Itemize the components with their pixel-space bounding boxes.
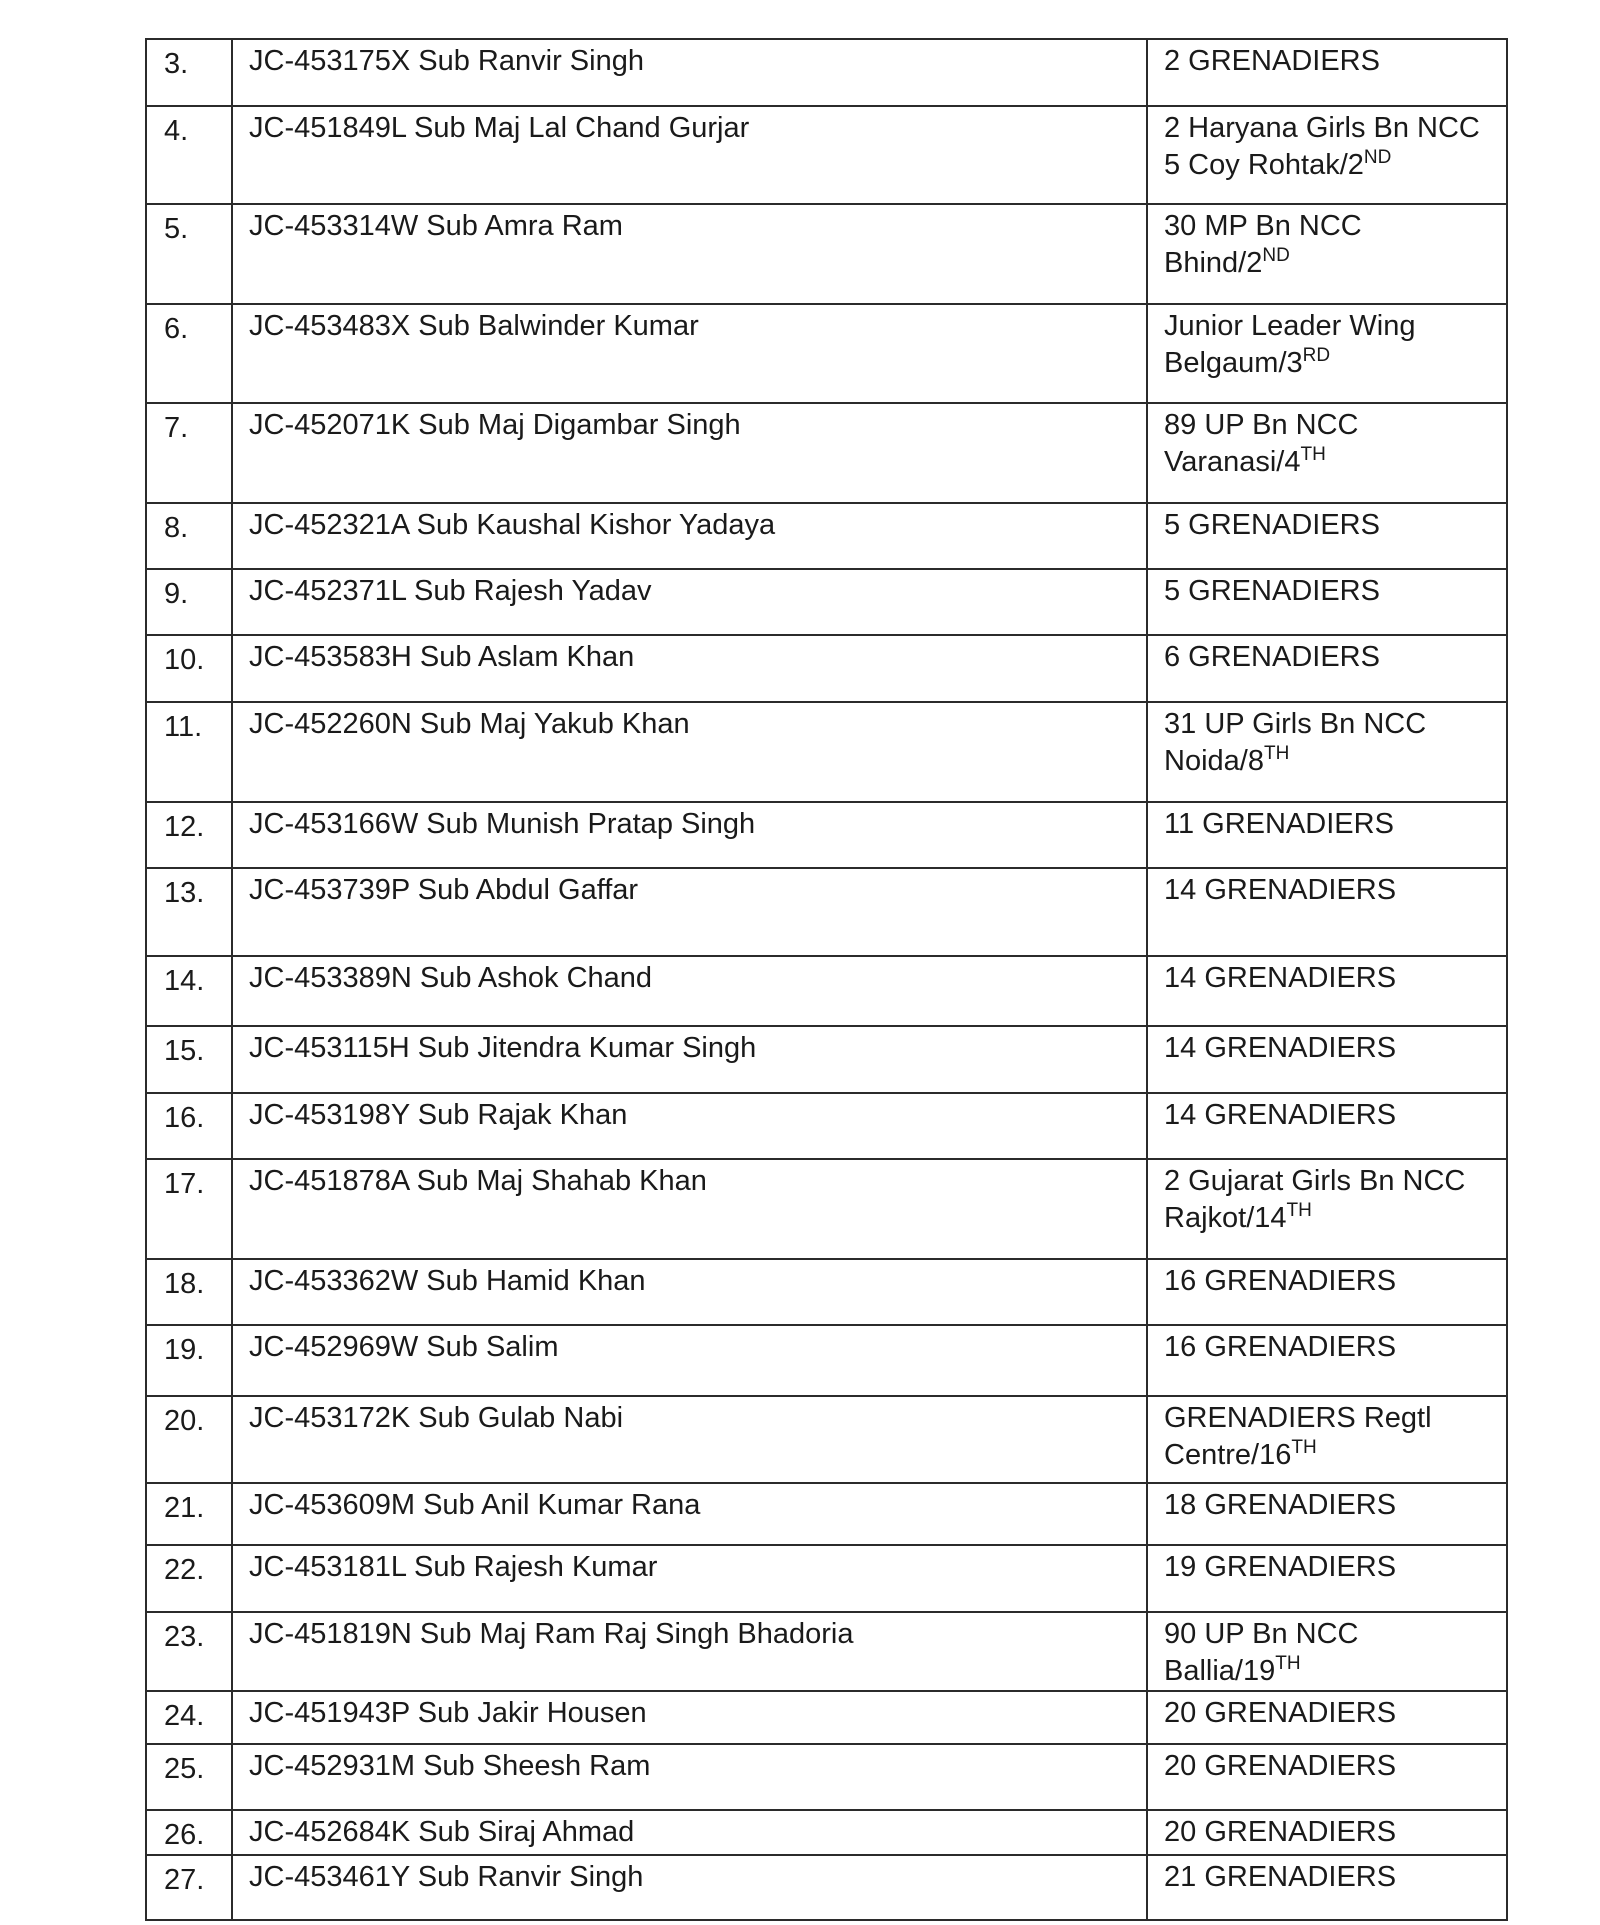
serial-number-cell: 27. bbox=[146, 1855, 232, 1920]
table-row bbox=[146, 702, 1507, 802]
unit-cell bbox=[1147, 1744, 1507, 1810]
unit-location bbox=[1164, 743, 1502, 780]
unit-cell bbox=[1147, 503, 1507, 569]
unit-cell bbox=[1147, 802, 1507, 868]
unit-location-text: Varanasi/4 bbox=[1164, 446, 1301, 478]
table-row bbox=[146, 204, 1507, 304]
table-row bbox=[146, 503, 1507, 569]
personnel-name-cell: JC-453483X Sub Balwinder Kumar bbox=[232, 304, 1147, 403]
unit-name: 14 GRENADIERS bbox=[1164, 1099, 1397, 1131]
table-row bbox=[146, 1325, 1507, 1396]
unit-name: 89 UP Bn NCC bbox=[1164, 409, 1359, 441]
unit-name: GRENADIERS Regtl bbox=[1164, 1402, 1432, 1434]
unit-location bbox=[1164, 1200, 1502, 1237]
serial-number-cell: 9. bbox=[146, 569, 232, 635]
unit-name: 2 Haryana Girls Bn NCC bbox=[1164, 112, 1480, 144]
serial-number-cell: 3. bbox=[146, 39, 232, 106]
personnel-name-cell: JC-453609M Sub Anil Kumar Rana bbox=[232, 1483, 1147, 1545]
personnel-name-cell: JC-451878A Sub Maj Shahab Khan bbox=[232, 1159, 1147, 1259]
unit-name: 5 GRENADIERS bbox=[1164, 509, 1380, 541]
personnel-name-cell: JC-451819N Sub Maj Ram Raj Singh Bhadoria bbox=[232, 1612, 1147, 1691]
unit-location-text: Rajkot/14 bbox=[1164, 1202, 1287, 1234]
table-row bbox=[146, 39, 1507, 106]
personnel-name-cell: JC-452071K Sub Maj Digambar Singh bbox=[232, 403, 1147, 503]
table-row bbox=[146, 956, 1507, 1026]
unit-location-text: Ballia/19 bbox=[1164, 1655, 1276, 1687]
serial-number-cell: 17. bbox=[146, 1159, 232, 1259]
unit-name: 14 GRENADIERS bbox=[1164, 962, 1397, 994]
table-row bbox=[146, 1855, 1507, 1920]
unit-location-text: Noida/8 bbox=[1164, 745, 1264, 777]
unit-name: 90 UP Bn NCC bbox=[1164, 1618, 1359, 1650]
unit-cell bbox=[1147, 868, 1507, 956]
unit-cell bbox=[1147, 39, 1507, 106]
unit-name: 2 GRENADIERS bbox=[1164, 45, 1380, 77]
serial-number-cell: 10. bbox=[146, 635, 232, 702]
table-row bbox=[146, 635, 1507, 702]
personnel-name-cell: JC-453362W Sub Hamid Khan bbox=[232, 1259, 1147, 1325]
serial-number-cell: 11. bbox=[146, 702, 232, 802]
unit-cell bbox=[1147, 1026, 1507, 1093]
ordinal-suffix: TH bbox=[1291, 1437, 1317, 1458]
unit-location bbox=[1164, 245, 1502, 282]
ordinal-suffix: ND bbox=[1262, 245, 1290, 266]
ordinal-suffix: TH bbox=[1286, 1200, 1312, 1221]
ordinal-suffix: TH bbox=[1300, 444, 1326, 465]
unit-location-text: 5 Coy Rohtak/2 bbox=[1164, 149, 1364, 181]
table-body bbox=[146, 39, 1507, 1920]
table-row bbox=[146, 1612, 1507, 1691]
serial-number-cell: 24. bbox=[146, 1691, 232, 1744]
serial-number-cell: 21. bbox=[146, 1483, 232, 1545]
unit-cell bbox=[1147, 1259, 1507, 1325]
unit-cell bbox=[1147, 1325, 1507, 1396]
unit-location bbox=[1164, 345, 1502, 382]
unit-cell bbox=[1147, 1545, 1507, 1612]
unit-cell bbox=[1147, 1612, 1507, 1691]
unit-cell bbox=[1147, 956, 1507, 1026]
serial-number-cell: 15. bbox=[146, 1026, 232, 1093]
unit-location-text: Belgaum/3 bbox=[1164, 347, 1303, 379]
serial-number-cell: 8. bbox=[146, 503, 232, 569]
unit-name: 6 GRENADIERS bbox=[1164, 641, 1380, 673]
personnel-name-cell: JC-453181L Sub Rajesh Kumar bbox=[232, 1545, 1147, 1612]
unit-location-text: Centre/16 bbox=[1164, 1439, 1292, 1471]
personnel-name-cell: JC-452371L Sub Rajesh Yadav bbox=[232, 569, 1147, 635]
ordinal-suffix: TH bbox=[1263, 743, 1290, 764]
serial-number-cell: 23. bbox=[146, 1612, 232, 1691]
serial-number-cell: 20. bbox=[146, 1396, 232, 1483]
unit-name: 5 GRENADIERS bbox=[1164, 575, 1380, 607]
personnel-name-cell: JC-453172K Sub Gulab Nabi bbox=[232, 1396, 1147, 1483]
personnel-name-cell: JC-453583H Sub Aslam Khan bbox=[232, 635, 1147, 702]
unit-cell bbox=[1147, 304, 1507, 403]
personnel-name-cell: JC-453389N Sub Ashok Chand bbox=[232, 956, 1147, 1026]
unit-name: 20 GRENADIERS bbox=[1164, 1750, 1397, 1782]
personnel-name-cell: JC-452684K Sub Siraj Ahmad bbox=[232, 1810, 1147, 1855]
unit-location-text: Bhind/2 bbox=[1164, 247, 1263, 279]
personnel-name-cell: JC-452931M Sub Sheesh Ram bbox=[232, 1744, 1147, 1810]
serial-number-cell: 7. bbox=[146, 403, 232, 503]
unit-name: 11 GRENADIERS bbox=[1164, 808, 1394, 840]
unit-cell bbox=[1147, 204, 1507, 304]
serial-number-cell: 25. bbox=[146, 1744, 232, 1810]
personnel-name-cell: JC-452969W Sub Salim bbox=[232, 1325, 1147, 1396]
table-row bbox=[146, 1159, 1507, 1259]
table-row bbox=[146, 1545, 1507, 1612]
unit-cell bbox=[1147, 1396, 1507, 1483]
unit-cell bbox=[1147, 106, 1507, 204]
unit-cell bbox=[1147, 635, 1507, 702]
serial-number-cell: 22. bbox=[146, 1545, 232, 1612]
unit-name: 2 Gujarat Girls Bn NCC bbox=[1164, 1165, 1466, 1197]
unit-cell bbox=[1147, 702, 1507, 802]
serial-number-cell: 5. bbox=[146, 204, 232, 304]
unit-name: 19 GRENADIERS bbox=[1164, 1551, 1397, 1583]
table-row bbox=[146, 1691, 1507, 1744]
unit-name: 31 UP Girls Bn NCC bbox=[1164, 708, 1427, 740]
serial-number-cell: 4. bbox=[146, 106, 232, 204]
unit-cell bbox=[1147, 1691, 1507, 1744]
table-row bbox=[146, 304, 1507, 403]
serial-number-cell: 14. bbox=[146, 956, 232, 1026]
unit-cell bbox=[1147, 403, 1507, 503]
unit-name: Junior Leader Wing bbox=[1164, 310, 1416, 342]
unit-name: 14 GRENADIERS bbox=[1164, 1032, 1397, 1064]
unit-cell bbox=[1147, 1483, 1507, 1545]
table-row bbox=[146, 1026, 1507, 1093]
table-row bbox=[146, 868, 1507, 956]
table-row bbox=[146, 1259, 1507, 1325]
table-row bbox=[146, 106, 1507, 204]
table-row bbox=[146, 802, 1507, 868]
table-row bbox=[146, 1810, 1507, 1855]
personnel-name-cell: JC-451943P Sub Jakir Housen bbox=[232, 1691, 1147, 1744]
serial-number-cell: 12. bbox=[146, 802, 232, 868]
unit-name: 20 GRENADIERS bbox=[1164, 1816, 1397, 1848]
personnel-table bbox=[145, 38, 1508, 1921]
table-row bbox=[146, 403, 1507, 503]
unit-cell bbox=[1147, 1855, 1507, 1920]
serial-number-cell: 19. bbox=[146, 1325, 232, 1396]
personnel-name-cell: JC-453198Y Sub Rajak Khan bbox=[232, 1093, 1147, 1159]
personnel-name-cell: JC-453175X Sub Ranvir Singh bbox=[232, 39, 1147, 106]
table-row bbox=[146, 569, 1507, 635]
personnel-name-cell: JC-452260N Sub Maj Yakub Khan bbox=[232, 702, 1147, 802]
unit-cell bbox=[1147, 1810, 1507, 1855]
unit-location bbox=[1164, 444, 1502, 481]
personnel-name-cell: JC-452321A Sub Kaushal Kishor Yadaya bbox=[232, 503, 1147, 569]
personnel-name-cell: JC-451849L Sub Maj Lal Chand Gurjar bbox=[232, 106, 1147, 204]
table-row bbox=[146, 1396, 1507, 1483]
ordinal-suffix: TH bbox=[1275, 1653, 1301, 1674]
table-row bbox=[146, 1744, 1507, 1810]
unit-location bbox=[1164, 147, 1502, 184]
serial-number-cell: 6. bbox=[146, 304, 232, 403]
unit-name: 20 GRENADIERS bbox=[1164, 1697, 1397, 1729]
personnel-name-cell: JC-453461Y Sub Ranvir Singh bbox=[232, 1855, 1147, 1920]
unit-name: 14 GRENADIERS bbox=[1164, 874, 1397, 906]
unit-cell bbox=[1147, 569, 1507, 635]
personnel-name-cell: JC-453739P Sub Abdul Gaffar bbox=[232, 868, 1147, 956]
unit-name: 18 GRENADIERS bbox=[1164, 1489, 1397, 1521]
unit-location bbox=[1164, 1653, 1502, 1690]
serial-number-cell: 13. bbox=[146, 868, 232, 956]
unit-name: 16 GRENADIERS bbox=[1164, 1265, 1397, 1297]
serial-number-cell: 18. bbox=[146, 1259, 232, 1325]
table-row bbox=[146, 1093, 1507, 1159]
table-row bbox=[146, 1483, 1507, 1545]
ordinal-suffix: RD bbox=[1302, 345, 1331, 366]
unit-cell bbox=[1147, 1159, 1507, 1259]
personnel-name-cell: JC-453314W Sub Amra Ram bbox=[232, 204, 1147, 304]
ordinal-suffix: ND bbox=[1363, 147, 1392, 168]
unit-name: 16 GRENADIERS bbox=[1164, 1331, 1397, 1363]
unit-location bbox=[1164, 1437, 1502, 1474]
unit-cell bbox=[1147, 1093, 1507, 1159]
unit-name: 30 MP Bn NCC bbox=[1164, 210, 1362, 242]
serial-number-cell: 26. bbox=[146, 1810, 232, 1855]
unit-name: 21 GRENADIERS bbox=[1164, 1861, 1397, 1893]
serial-number-cell: 16. bbox=[146, 1093, 232, 1159]
personnel-name-cell: JC-453166W Sub Munish Pratap Singh bbox=[232, 802, 1147, 868]
personnel-name-cell: JC-453115H Sub Jitendra Kumar Singh bbox=[232, 1026, 1147, 1093]
